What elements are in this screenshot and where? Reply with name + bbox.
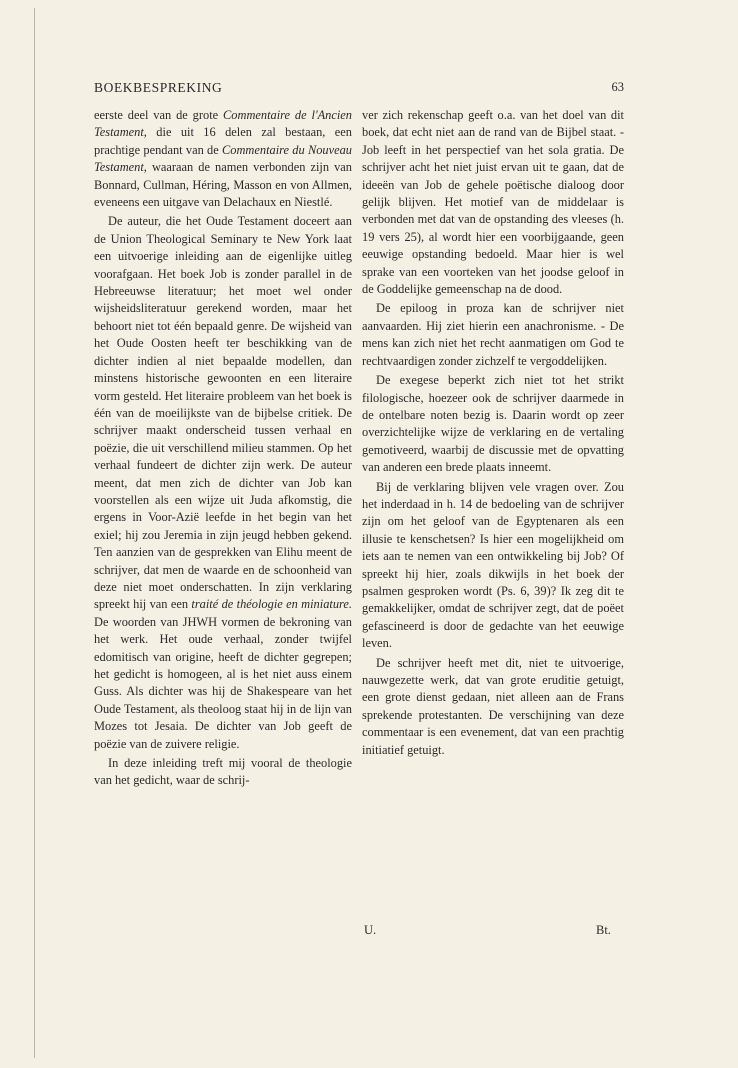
paragraph: De exegese beperkt zich niet tot het strikt filologische, hoezeer ook de schrijver daarmede in de ontelbare noten bezig is. Daarin wordt op zeer overzichtelijke wijze de verklaring en de vertaling gemotiveerd, waarbij de discussie met de opvatting van anderen een brede plaats inneemt. xyxy=(362,373,624,475)
paragraph: Bij de verklaring blijven vele vragen over. Zou het inderdaad in h. 14 de bedoeling van de schrijver zijn om het geloof van de Egyptenaren als een illusie te kenschetsen? Is hier een mogelijkheid om iets aan te nemen van een ontwikkeling bij Job? Of spreekt hij hier, zoals dikwijls in het boek der psalmen gesproken wordt (Ps. 6, 39)? Ik zeg dit te gemakkelijker, omdat de schrijver zegt, dat de poëet gefascineerd is door de gedachte van het eeuwige leven. xyxy=(362,479,624,651)
paragraph: De schrijver heeft met dit, niet te uitvoerige, nauwgezette werk, dat van grote eruditie getuigt, een grote dienst gedaan, niet alleen aan de Frans sprekende protestanten. De verschijning van deze commentaar is een evenement, dat van een prachtig initiatief getuigt. xyxy=(362,655,624,757)
right-column xyxy=(362,107,624,759)
left-column xyxy=(94,107,352,790)
signature-initial-left: U. xyxy=(364,923,377,937)
section-title: BOEKBESPREKING xyxy=(94,80,223,95)
paragraph: De epiloog in proza kan de schrijver niet aanvaarden. Hij ziet hierin een anachronisme. - De mens kan zich niet het recht aanmatigen om God te rechtvaardigen zonder zichzelf te vergoddelijken. xyxy=(362,301,624,368)
paragraph: In deze inleiding treft mij vooral de theologie van het gedicht, waar de schrij- xyxy=(94,756,352,788)
binding-edge xyxy=(34,8,35,1058)
paragraph: ver zich rekenschap geeft o.a. van het doel van dit boek, dat echt niet aan de rand van de Bijbel staat. - Job leeft in het perspectief van het sola gratia. De schrijver acht het niet juist ervan uit te gaan, dat de ideeën van Job de gehele poëtische dialoog door gelijk blijven. Het motief van de middelaar is verbonden met dat van de opstanding des vleeses (h. 19 vers 25), al wordt hier een voorbijgaande, geen eeuwige opstanding bedoeld. Maar hier is wel sprake van een voorteken van het joodse geloof in de Goddelijke gemeenschap na de dood. xyxy=(362,108,624,297)
signature-initial-right: Bt. xyxy=(596,923,611,937)
running-header xyxy=(94,80,634,100)
book-title: Commentaire de l'Ancien Testament, xyxy=(94,108,352,140)
paragraph: eerste deel van de grote Commentaire de l'Ancien Testament, die uit 16 delen zal bestaan, een prachtige pendant van de Commentaire du Nouveau Testament, waaraan de namen verbonden zijn van Bonnard, Cullman, Héring, Masson en von Allmen, eveneens een uitgave van Delachaux en Niestlé. xyxy=(94,108,352,210)
emphasis: traité de théologie en miniature. xyxy=(191,597,352,612)
paragraph: De auteur, die het Oude Testament doceert aan de Union Theological Seminary te New York laat een uitvoerige inleiding aan de eigenlijke uitleg voorafgaan. Het boek Job is zonder parallel in de Hebreeuwse literatuur; het moet wel onder wijsheidsliteratuur gerekend worden, maar het behoort niet tot één bepaald genre. De wijsheid van het Oude Oosten heeft ter beschikking van de dichter indien al niet bepaalde modellen, dan minstens historische gewoonten en een literaire vorm gesteld. Het literaire probleem van het boek is één van de moeilijkste van de bijbelse critiek. De schrijver maakt onderscheid tussen verhaal en poëzie, die uit verschillend milieu stammen. Op het verhaal fundeert de dichter zijn werk. De auteur meent, dat men zich de dichter van Job kan voorstellen als een wijze uit Juda afkomstig, die ergens in Voor-Azië leefde in het begin van het exiel; hij zou Jeremia in zijn jeugd hebben gekend. Ten aanzien van de gesprekken van Elihu meent de schrijver, dat men de waarde en de schoonheid van deze niet moet onderschatten. In zijn verklaring spreekt hij van een traité de théologie en miniature. De woorden van JHWH vormen de bekroning van het werk. Het oude verhaal, zonder twijfel edomitisch van origine, heeft de dichter gegrepen; het gedicht is homogeen, al is het niet auss einem Guss. Als dichter was hij de Shakespeare van het Oude Testament, als theoloog staat hij in de lijn van Mozes tot Jesaia. De dichter van Job geeft de poëzie van de zuivere religie. xyxy=(94,214,352,751)
page-number: 63 xyxy=(611,80,624,94)
book-title: Commentaire du Nouveau Testament, xyxy=(94,142,352,175)
